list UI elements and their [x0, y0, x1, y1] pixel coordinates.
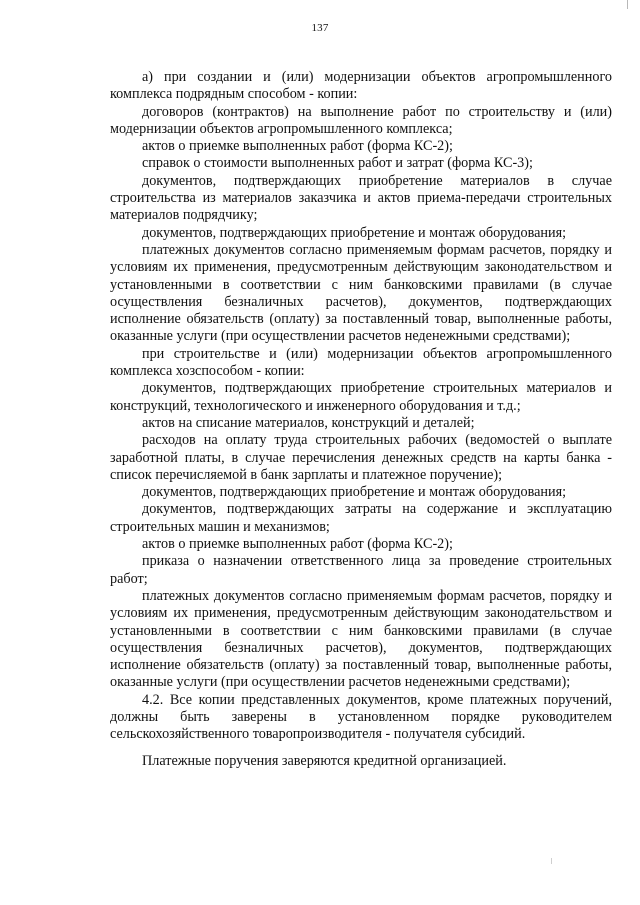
paragraph-payment-orders-certified: Платежные поручения заверяются кредитной организацией. [142, 752, 507, 769]
paragraph-a-contract-method: а) при создании и (или) модернизации объектов агропромышленного комплекса подрядным способом - копии: [110, 69, 612, 103]
page-number: 137 [311, 22, 329, 34]
paragraph-certificates-ks3: справок о стоимости выполненных работ и затрат (форма КС-3); [142, 155, 533, 172]
paragraph-equipment-install: документов, подтверждающих приобретение и монтаж оборудования; [142, 224, 567, 241]
paragraph-building-materials: документов, подтверждающих приобретение строительных материалов и конструкций, технологического и инженерного оборудования и т.д.; [110, 380, 612, 414]
paragraph-order-responsible: приказа о назначении ответственного лица за проведение строительных работ; [110, 553, 612, 587]
paragraph-materials-customer: документов, подтверждающих приобретение материалов в случае строительства из материалов заказчика и актов приема-передачи строительных материалов подрядчику; [110, 172, 612, 224]
paragraph-labor-costs: расходов на оплату труда строительных рабочих (ведомостей о выплате заработной платы, в случае перечисления денежных средств на карты банка - список перечисляемой в банк зарплаты и платежное поручение); [110, 432, 612, 483]
paragraph-write-off-acts: актов на списание материалов, конструкций и деталей; [142, 414, 475, 431]
paragraph-machinery-costs: документов, подтверждающих затраты на содержание и эксплуатацию строительных машин и механизмов; [110, 501, 612, 535]
paragraph-payment-documents: платежных документов согласно применяемым формам расчетов, порядку и условиям их применения, предусмотренным действующим законодательством и установленными в соответствии с ним банковскими правилами (в случае осуществления безналичных расчетов), документов, подтверждающих исполнение обязательств (оплату) за поставленный товар, выполненные работы, оказанные услуги (при осуществлении расчетов неденежными средствами); [110, 241, 612, 345]
paragraph-self-construction: при строительстве и (или) модернизации объектов агропромышленного комплекса хозспособом - копии: [110, 345, 612, 380]
paragraph-acts-ks2-2: актов о приемке выполненных работ (форма КС-2); [142, 536, 453, 553]
paragraph-payment-documents-2: платежных документов согласно применяемым формам расчетов, порядку и условиям их применения, предусмотренным действующим законодательством и установленными в соответствии с ним банковскими правилами (в случае осуществления безналичных расчетов), документов, подтверждающих исполнение обязательств (оплату) за поставленный товар, выполненные работы, оказанные услуги (при осуществлении расчетов неденежными средствами); [110, 587, 612, 691]
paragraph-equipment-install-2: документов, подтверждающих приобретение и монтаж оборудования; [142, 484, 567, 501]
scan-artifact-top [627, 0, 628, 9]
paragraph-section-4-2: 4.2. Все копии представленных документов, кроме платежных поручений, должны быть заверены в установленном порядке руководителем сельскохозяйственного товаропроизводителя - получателя субсидий. [110, 691, 612, 743]
scan-artifact-bottom [551, 858, 552, 864]
paragraph-contracts: договоров (контрактов) на выполнение работ по строительству и (или) модернизации объектов агропромышленного комплекса; [110, 103, 612, 137]
paragraph-acts-ks2: актов о приемке выполненных работ (форма КС-2); [142, 138, 453, 155]
document-body [110, 69, 612, 770]
